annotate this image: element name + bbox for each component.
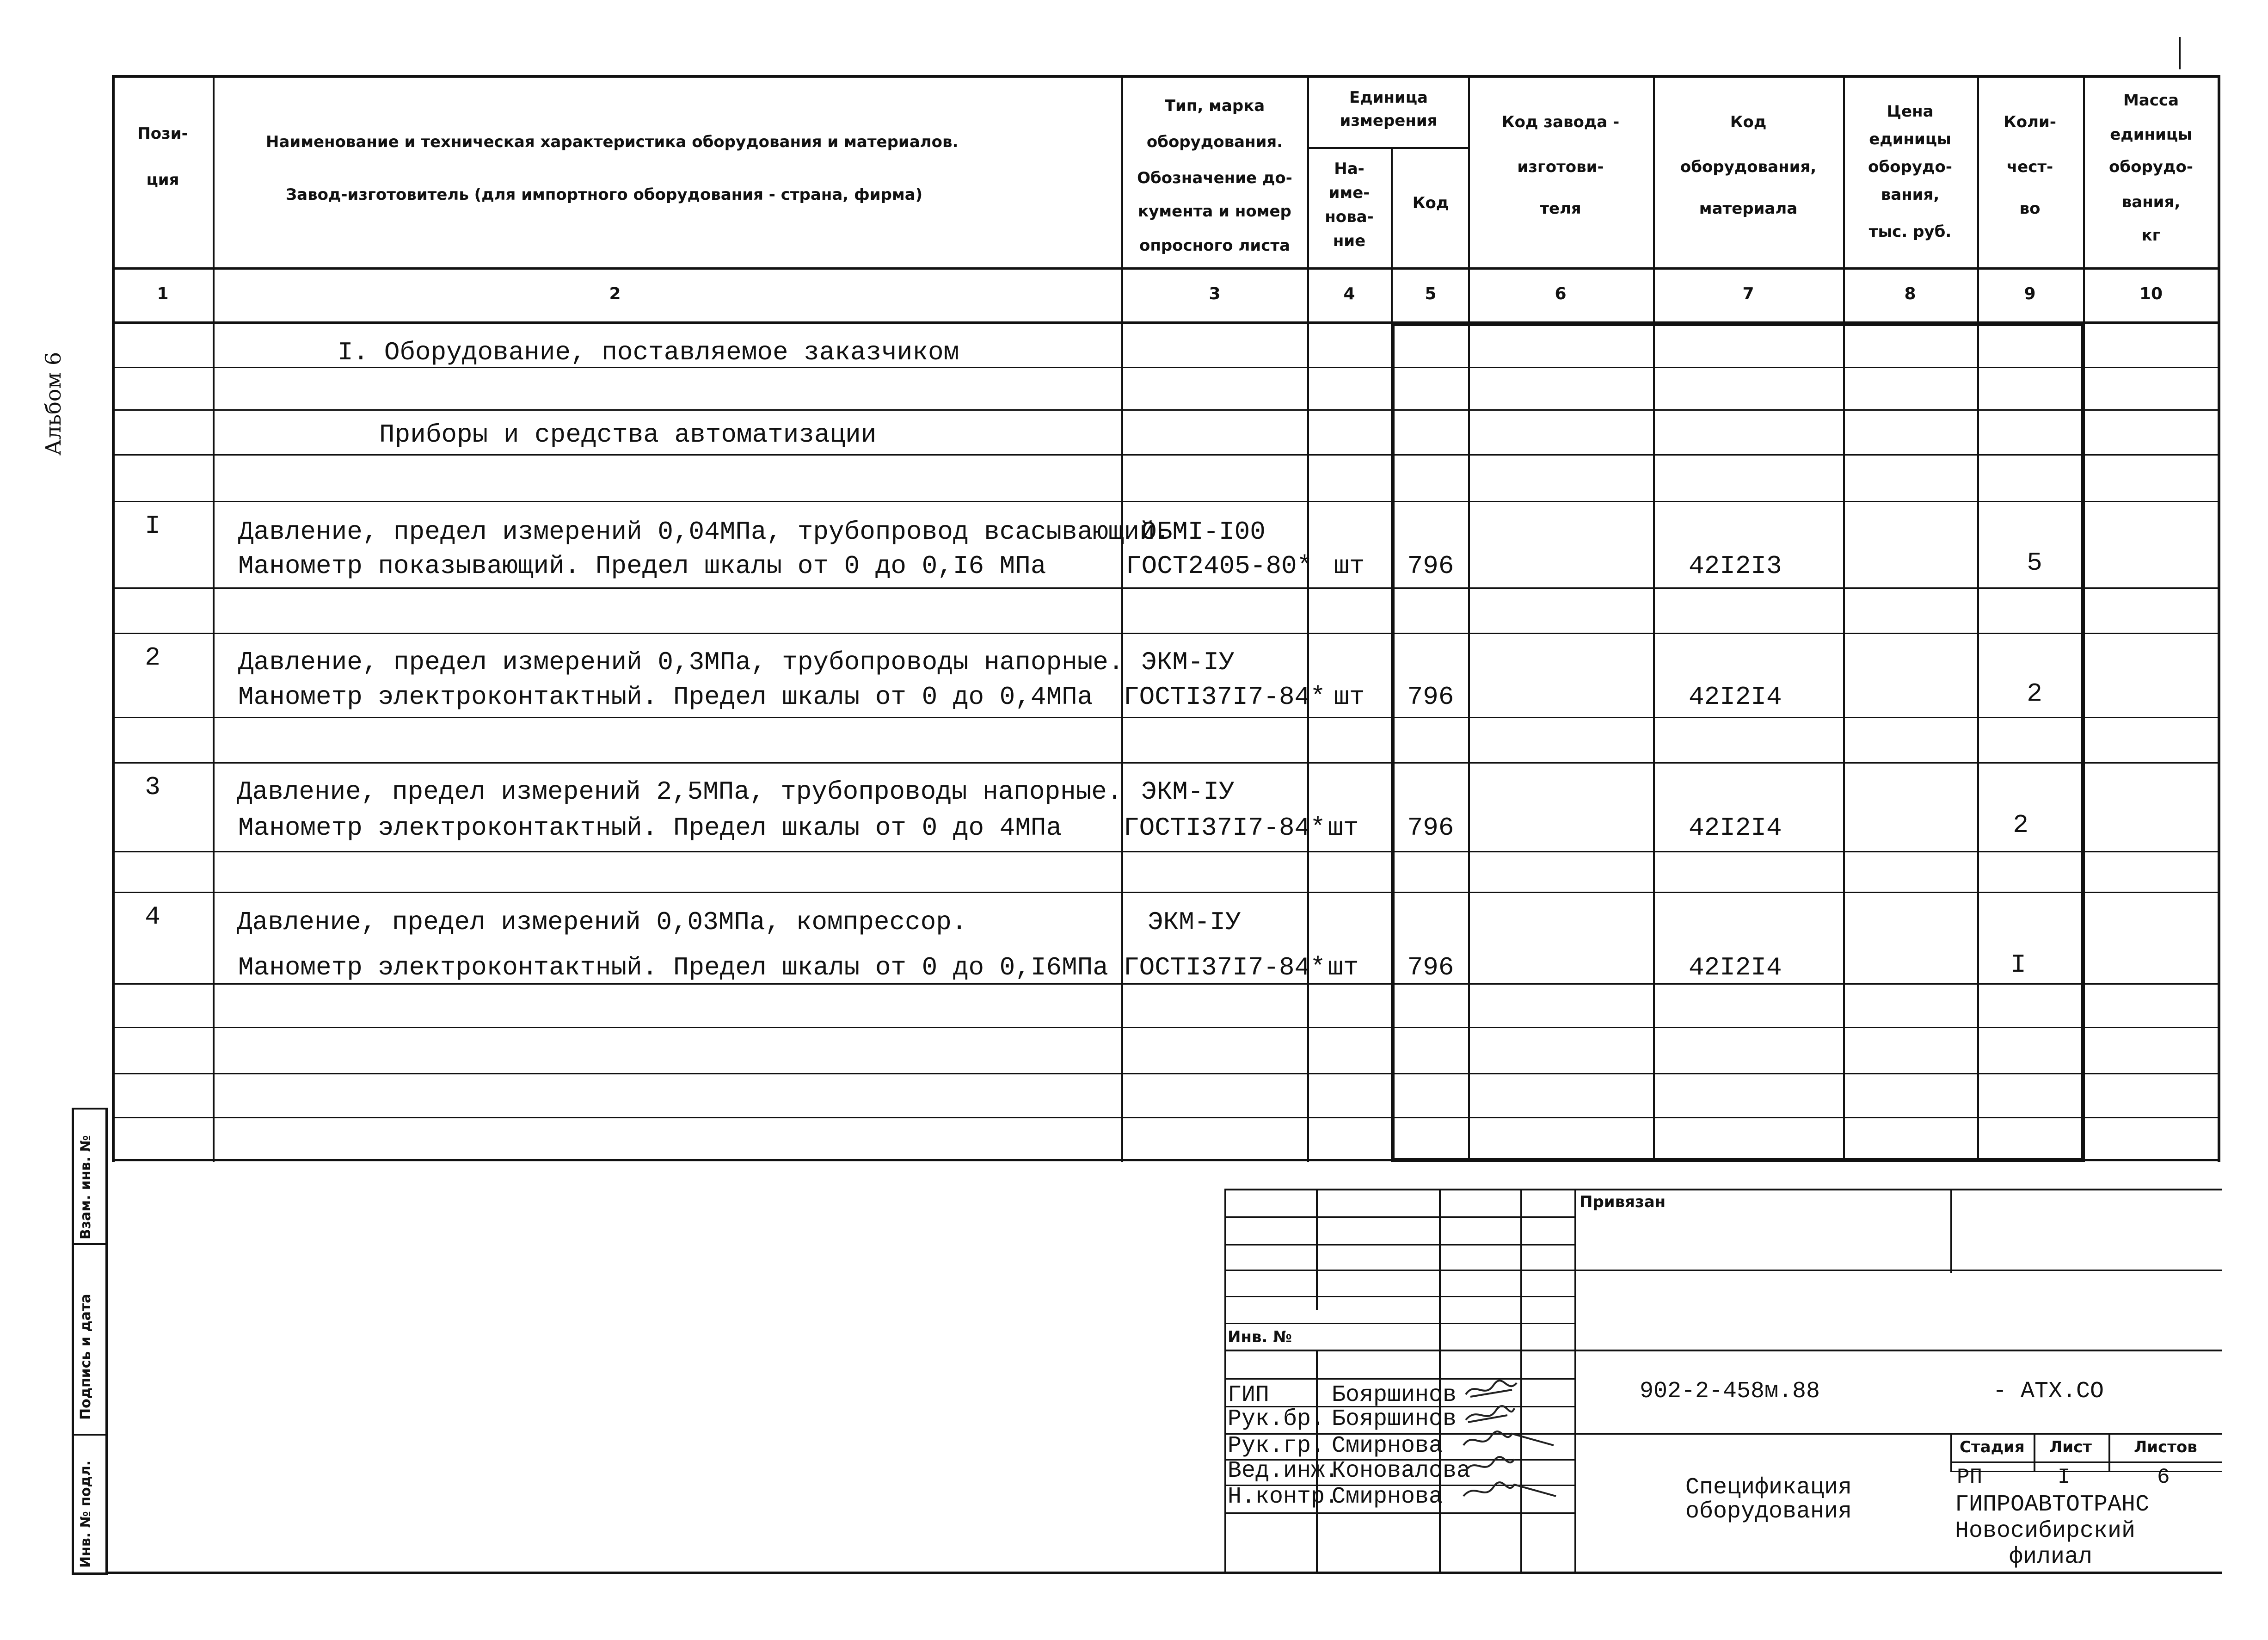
tb-privyazan: Привязан <box>1580 1193 1666 1211</box>
header-col6-l3: теля <box>1540 199 1581 218</box>
item-unit: шт <box>1334 682 1365 712</box>
row-line <box>112 1073 2220 1074</box>
tb-line <box>1224 1190 1226 1573</box>
row-line <box>112 851 2220 852</box>
row-line <box>112 717 2220 718</box>
tb-line <box>1950 1190 1952 1273</box>
item-description: Давление, предел измерений 2,5МПа, трубопроводы напорные. <box>237 777 1123 807</box>
item-quantity: 5 <box>2027 548 2042 578</box>
tb-person: Коновалова <box>1332 1458 1471 1484</box>
tb-sheet-label: Лист <box>2049 1438 2092 1456</box>
header-unit-l1: Единица <box>1349 88 1428 107</box>
tb-role: Рук.гр. <box>1228 1433 1325 1459</box>
side-stamp-div2 <box>72 1434 108 1436</box>
header-col6-l1: Код завода - <box>1501 113 1620 131</box>
row-line <box>112 1027 2220 1028</box>
side-stamp-div1 <box>72 1243 108 1245</box>
row-line <box>112 501 2220 502</box>
col-number: 9 <box>2024 284 2036 303</box>
row-line <box>112 983 2220 985</box>
tb-line <box>1950 1471 2222 1472</box>
tb-line <box>1224 1350 2222 1351</box>
header-col10-l4: вания, <box>2121 193 2181 211</box>
header-col9-l2: чест- <box>2006 158 2053 176</box>
item-quantity: I <box>2010 950 2026 980</box>
signature-scribble <box>1466 1381 1517 1397</box>
tb-line <box>2108 1434 2110 1471</box>
item-unit-code: 796 <box>1407 682 1454 712</box>
signatures <box>1461 1376 1563 1519</box>
item-unit: шт <box>1328 813 1359 843</box>
col-number: 1 <box>157 284 169 303</box>
tb-org-1: ГИПРОАВТОТРАНС <box>1955 1492 2150 1518</box>
tb-line <box>1224 1189 2222 1190</box>
row-line <box>112 587 2220 589</box>
tb-line <box>1316 1190 1318 1310</box>
tb-doc-suffix: - АТХ.СО <box>1993 1378 2104 1405</box>
item-name: Манометр электроконтактный. Предел шкалы от 0 до 4МПа <box>238 813 1062 843</box>
item-description: Давление, предел измерений 0,03МПа, компрессор. <box>237 907 967 937</box>
col-line-1 <box>213 75 215 1162</box>
tb-person: Бояршинов <box>1332 1406 1457 1432</box>
col-line-2 <box>1121 75 1123 1162</box>
header-col8-l2: единицы <box>1869 130 1951 148</box>
tb-stage-label: Стадия <box>1960 1438 2025 1456</box>
header-col3-l1: Тип, марка <box>1164 97 1265 115</box>
signature-scribble <box>1466 1406 1514 1422</box>
tb-org-3: филиал <box>2009 1544 2093 1570</box>
item-unit-code: 796 <box>1407 813 1454 843</box>
item-quantity: 2 <box>2027 679 2042 709</box>
signature-scribble <box>1463 1431 1554 1445</box>
bold-frame-right <box>2081 322 2085 1162</box>
stamp-replace-inv: Взам. инв. № <box>78 1135 94 1239</box>
col-number: 6 <box>1555 284 1567 303</box>
table-border-right <box>2218 75 2220 1162</box>
signature-scribble <box>1466 1457 1514 1471</box>
header-unit-l2: измерения <box>1340 111 1438 130</box>
item-position: 3 <box>145 772 160 802</box>
bold-frame-top <box>1391 322 2085 326</box>
row-line <box>112 409 2220 411</box>
table-border-left <box>112 75 115 1162</box>
item-type: ОБМI-I00 <box>1141 517 1266 547</box>
tb-sheets: 6 <box>2157 1465 2170 1489</box>
tb-sheet: I <box>2058 1465 2071 1489</box>
header-col9-l1: Коли- <box>2004 113 2056 131</box>
tb-line <box>1224 1270 2222 1271</box>
item-material-code: 42I2I4 <box>1689 682 1782 712</box>
header-col1: Пози- <box>137 124 188 143</box>
header-col8-l1: Цена <box>1887 102 1934 121</box>
tb-sheets-label: Листов <box>2134 1438 2197 1456</box>
album-label: Альбом 6 <box>41 351 66 456</box>
tb-line <box>1950 1434 1952 1471</box>
tb-line <box>1950 1461 2222 1463</box>
tb-person: Смирнова <box>1332 1484 1443 1510</box>
header-col4-l2: име- <box>1328 184 1370 202</box>
signature-scribble <box>1463 1482 1556 1496</box>
item-material-code: 42I2I3 <box>1689 551 1782 581</box>
col-line-5 <box>1468 75 1470 1162</box>
stamp-sign-date: Подпись и дата <box>78 1294 94 1420</box>
header-col2-line1: Наименование и техническая характеристика оборудования и материалов. <box>266 133 959 151</box>
header-col5: Код <box>1412 194 1449 212</box>
header-col10-l3: оборудо- <box>2109 158 2193 176</box>
item-standard: ГОСТI37I7-84* <box>1124 953 1326 982</box>
item-position: 2 <box>145 643 160 672</box>
col-number: 7 <box>1742 284 1754 303</box>
header-col8-l5: тыс. руб. <box>1868 222 1952 241</box>
col-number: 2 <box>609 284 621 303</box>
item-type: ЭКМ-IУ <box>1141 647 1235 677</box>
tb-person: Смирнова <box>1332 1433 1443 1459</box>
tb-inv-no: Инв. № <box>1228 1328 1292 1346</box>
tb-line <box>108 1572 2222 1574</box>
header-col4-l4: ние <box>1333 232 1366 250</box>
item-description: Давление, предел измерений 0,04МПа, трубопровод всасывающий. <box>238 517 1171 547</box>
corner-mark <box>2179 37 2181 69</box>
header-col6-l2: изготови- <box>1517 158 1604 176</box>
header-col7-l3: материала <box>1699 199 1798 218</box>
row-line <box>112 633 2220 634</box>
row-line <box>112 892 2220 893</box>
row-line <box>112 454 2220 456</box>
item-material-code: 42I2I4 <box>1689 813 1782 843</box>
item-position: I <box>145 511 160 541</box>
tb-line <box>1224 1296 1574 1297</box>
tb-line <box>1439 1190 1441 1573</box>
tb-title-line1: Спецификация <box>1685 1474 1852 1501</box>
header-col3-l5: опросного листа <box>1139 236 1291 255</box>
header-col4-l1: На- <box>1334 160 1364 178</box>
col-line-6 <box>1653 75 1655 1162</box>
item-name: Манометр электроконтактный. Предел шкалы от 0 до 0,I6МПа <box>238 953 1108 982</box>
item-name: Манометр электроконтактный. Предел шкалы от 0 до 0,4МПа <box>238 682 1093 712</box>
unit-subheader-line <box>1307 147 1470 149</box>
side-stamp-left <box>72 1108 74 1575</box>
table-border-top <box>112 75 2220 78</box>
col-number: 5 <box>1425 284 1437 303</box>
header-bottom-line <box>112 267 2220 270</box>
side-stamp-bottom <box>72 1572 108 1575</box>
tb-line <box>1224 1244 1574 1245</box>
bold-frame-bottom <box>1391 1158 2085 1162</box>
side-stamp-right <box>105 1108 108 1575</box>
header-col10-l2: единицы <box>2110 125 2192 144</box>
header-col9-l3: во <box>2019 199 2041 218</box>
header-col7-l2: оборудования, <box>1680 158 1817 176</box>
tb-role: Вед.инж. <box>1228 1458 1339 1484</box>
header-col4-l3: нова- <box>1325 208 1374 226</box>
tb-role: ГИП <box>1228 1382 1270 1408</box>
tb-role: Рук.бр. <box>1228 1406 1325 1432</box>
col-number: 4 <box>1343 284 1355 303</box>
item-description: Давление, предел измерений 0,3МПа, трубопроводы напорные. <box>238 647 1124 677</box>
item-standard: ГОСТ2405-80* <box>1126 551 1313 581</box>
header-col2-line2: Завод-изготовитель (для импортного оборудования - страна, фирма) <box>286 185 923 204</box>
bold-frame-left <box>1391 322 1395 1162</box>
item-material-code: 42I2I4 <box>1689 953 1782 982</box>
item-unit-code: 796 <box>1407 551 1454 581</box>
item-type: ЭКМ-IУ <box>1148 907 1241 937</box>
header-col8-l4: вания, <box>1881 185 1940 204</box>
tb-stage: РП <box>1957 1465 1983 1489</box>
item-unit-code: 796 <box>1407 953 1454 982</box>
item-standard: ГОСТI37I7-84* <box>1124 682 1326 712</box>
tb-line <box>1574 1190 1576 1573</box>
tb-line <box>2034 1434 2035 1471</box>
header-col3-l4: кумента и номер <box>1138 202 1291 221</box>
tb-person: Бояршинов <box>1332 1382 1457 1408</box>
header-col10-l5: кг <box>2141 226 2161 245</box>
stamp-orig-inv: Инв. № подл. <box>78 1460 94 1568</box>
tb-line <box>1224 1216 1574 1218</box>
tb-doc-code: 902-2-458м.88 <box>1640 1378 1820 1405</box>
item-unit: шт <box>1328 953 1359 982</box>
section-title: I. Оборудование, поставляемое заказчиком <box>338 338 959 367</box>
item-type: ЭКМ-IУ <box>1141 777 1235 807</box>
header-col7-l1: Код <box>1730 113 1767 131</box>
header-col1b: ция <box>146 171 179 189</box>
item-name: Манометр показывающий. Предел шкалы от 0 до 0,I6 МПа <box>238 551 1046 581</box>
tb-title-line2: оборудования <box>1685 1498 1852 1525</box>
col-line-8 <box>1977 75 1979 1162</box>
col-number: 8 <box>1904 284 1916 303</box>
header-col3-l3: Обозначение до- <box>1137 169 1292 187</box>
col-number: 3 <box>1209 284 1221 303</box>
item-position: 4 <box>145 902 160 931</box>
header-col10-l1: Масса <box>2123 91 2179 110</box>
tb-org-2: Новосибирский <box>1955 1518 2136 1544</box>
row-line <box>112 1117 2220 1118</box>
col-line-3 <box>1307 75 1309 1162</box>
col-number: 10 <box>2139 284 2163 303</box>
header-col3-l2: оборудования. <box>1146 133 1283 151</box>
col-line-7 <box>1843 75 1845 1162</box>
tb-role: Н.контр. <box>1228 1484 1339 1510</box>
section-subtitle: Приборы и средства автоматизации <box>379 420 877 450</box>
item-unit: шт <box>1334 551 1365 581</box>
item-standard: ГОСТI37I7-84* <box>1124 813 1326 843</box>
item-quantity: 2 <box>2013 810 2028 840</box>
tb-line <box>1224 1323 1574 1324</box>
side-stamp-top <box>72 1108 108 1110</box>
row-line <box>112 762 2220 764</box>
header-col8-l3: оборудо- <box>1868 158 1952 176</box>
